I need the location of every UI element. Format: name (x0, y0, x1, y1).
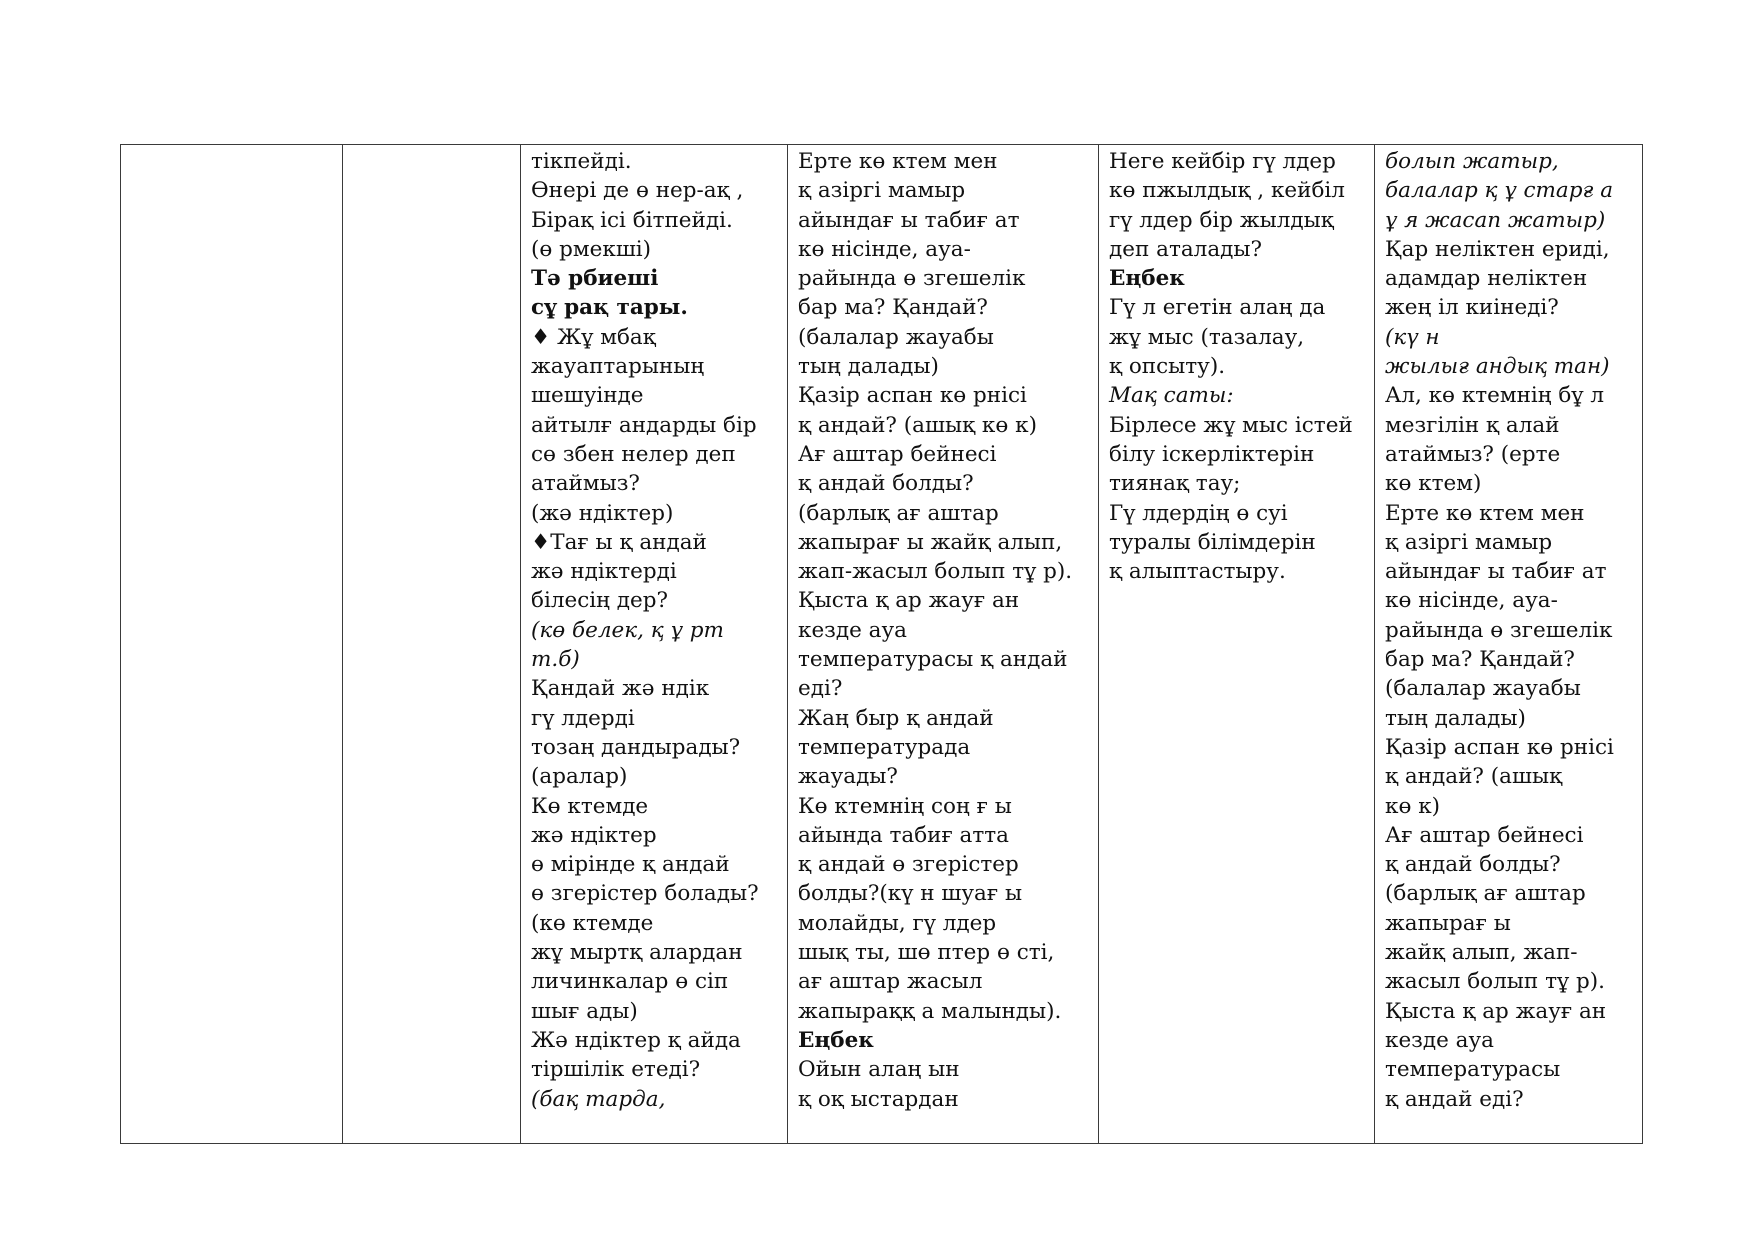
text-line: Қазір аспан кө рнісі (798, 383, 1027, 409)
text-line: Ағ аштар бейнесі (798, 441, 997, 467)
text-line: Жаң быр қ андай (798, 705, 994, 731)
text-line: (аралар) (531, 764, 628, 790)
text-line: (барлық ағ аштар (798, 500, 999, 526)
text-line: қ алыптастыру. (1109, 559, 1286, 585)
text-line: қ опсыту). (1109, 354, 1226, 380)
text-line: Қазір аспан кө рнісі (1385, 734, 1614, 760)
text-line: айтылғ андарды бір (531, 412, 757, 438)
text-line: тың далады) (798, 354, 939, 380)
text-line: кө к) (1385, 793, 1441, 819)
text-line: райында ө згешелік (798, 266, 1026, 292)
text-line: жапырағ ы (1385, 910, 1511, 936)
text-line: Кө ктемнің соң ғ ы (798, 793, 1012, 819)
text-line: Тә рбиеші (531, 266, 659, 292)
text-line: Қыста қ ар жауғ ан (798, 588, 1020, 614)
text-line: (бақ тарда, (531, 1086, 666, 1112)
text-line: қ оқ ыстардан (798, 1086, 959, 1112)
text-line: бар ма? Қандай? (798, 295, 988, 321)
text-line: гү лдерді (531, 705, 635, 731)
text-line: жұ мыс (тазалау, (1109, 324, 1305, 350)
text-line: айындағ ы табиғ ат (1385, 559, 1607, 585)
text-line: тың далады) (1385, 705, 1526, 731)
text-line: Қыста қ ар жауғ ан (1385, 998, 1607, 1024)
text-line: мезгілін қ алай (1385, 412, 1560, 438)
text-line: Ойын алаң ын (798, 1057, 960, 1083)
text-line: қ андай? (ашық (1385, 764, 1563, 790)
text-line: сө збен нелер деп (531, 441, 736, 467)
text-line: т.б) (531, 647, 580, 673)
text-line: Ал, кө ктемнің бұ л (1385, 383, 1605, 409)
table-cell-empty-2 (343, 145, 521, 1144)
text-line: атаймыз? (ерте (1385, 441, 1561, 467)
text-line: Өнері де ө нер-ақ , (531, 178, 744, 204)
text-line: сұ рақ тары. (531, 295, 688, 321)
text-line: жауады? (798, 764, 898, 790)
text-line: қ азіргі мамыр (798, 178, 966, 204)
text-line: Гү лдердің ө суі (1109, 500, 1288, 526)
text-line: Кө ктемде (531, 793, 649, 819)
text-line: жапыраққ а малынды). (798, 998, 1062, 1024)
text-line: температурасы қ андай (798, 647, 1068, 673)
text-line: ө мірінде қ андай (531, 852, 730, 878)
text-line: адамдар неліктен (1385, 266, 1588, 292)
text-line: жұ мыртқ алардан (531, 940, 743, 966)
text-line: Еңбек (798, 1027, 874, 1053)
text-line: еді? (798, 676, 843, 702)
text-line: деп аталады? (1109, 236, 1263, 262)
text-line: жасыл болып тұ р). (1385, 969, 1605, 995)
text-line: шешуінде (531, 383, 644, 409)
text-line: личинкалар ө сіп (531, 969, 729, 995)
text-line: шық ты, шө птер ө сті, (798, 940, 1055, 966)
text-line: балалар қ ұ старғ а (1385, 178, 1614, 204)
text-line: (кө ктемде (531, 910, 654, 936)
text-line: білу іскерліктерін (1109, 441, 1315, 467)
text-line: Бірлесе жұ мыс істей (1109, 412, 1353, 438)
table-cell-col5 (1099, 145, 1375, 1144)
lesson-plan-table (120, 144, 1643, 1144)
text-line: жап-жасыл болып тұ р). (798, 559, 1073, 585)
text-line: айындағ ы табиғ ат (798, 207, 1020, 233)
text-line: қ азіргі мамыр (1385, 529, 1553, 555)
text-line: райында ө згешелік (1385, 617, 1613, 643)
text-line: қ андай еді? (1385, 1086, 1524, 1112)
text-line: жайқ алып, жап- (1385, 940, 1578, 966)
text-line: Неге кейбір гү лдер (1109, 149, 1336, 174)
text-line: Жә ндіктер қ айда (531, 1027, 741, 1053)
text-line: (барлық ағ аштар (1385, 881, 1586, 907)
text-line: Қандай жә ндік (531, 676, 710, 702)
text-line: (ө рмекші) (531, 236, 652, 262)
text-line: молайды, гү лдер (798, 910, 997, 936)
text-line: кө нісінде, ауа- (798, 236, 971, 262)
table-cell-empty-1 (121, 145, 343, 1144)
text-line: (жә ндіктер) (531, 500, 674, 526)
text-line: ♦ Жұ мбақ (531, 324, 656, 350)
text-line: Ағ аштар бейнесі (1385, 822, 1584, 848)
text-line: кө ктем) (1385, 471, 1482, 497)
text-line: (балалар жауабы (1385, 676, 1581, 702)
text-line: тікпейді. (531, 149, 632, 174)
text-line: температурада (798, 734, 971, 760)
text-line: Бірақ ісі бітпейді. (531, 207, 733, 233)
text-line: жапырағ ы жайқ алып, (798, 529, 1063, 555)
text-line: қ андай болды? (1385, 852, 1561, 878)
text-line: жауаптарының (531, 354, 705, 380)
text-line: Гү л егетін алаң да (1109, 295, 1326, 321)
text-line: гү лдер бір жылдық (1109, 207, 1334, 233)
table-row (121, 145, 1643, 1144)
text-line: айында табиғ атта (798, 822, 1009, 848)
text-line: шығ ады) (531, 998, 638, 1024)
text-line: Ерте кө ктем мен (798, 149, 998, 174)
text-line: тозаң дандырады? (531, 734, 741, 760)
text-line: кезде ауа (1385, 1027, 1494, 1053)
text-line: Ерте кө ктем мен (1385, 500, 1585, 526)
text-line: Қар неліктен ериді, (1385, 236, 1610, 262)
text-line: қ андай болды? (798, 471, 974, 497)
text-line: жылығ андық тан) (1385, 354, 1610, 380)
text-line: тіршілік етеді? (531, 1057, 701, 1083)
text-line: қ андай ө згерістер (798, 852, 1019, 878)
text-line: туралы білімдерін (1109, 529, 1316, 555)
text-line: ұ я жасап жатыр) (1385, 207, 1606, 233)
table-cell-col6 (1375, 145, 1643, 1144)
text-line: кө нісінде, ауа- (1385, 588, 1558, 614)
text-line: болып жатыр, (1385, 149, 1559, 174)
text-line: ♦Тағ ы қ андай (531, 529, 707, 555)
text-line: кө пжылдық , кейбіл (1109, 178, 1345, 204)
text-line: (кү н (1385, 324, 1440, 350)
table-cell-col3 (521, 145, 788, 1144)
text-line: жең іл киінеді? (1385, 295, 1559, 321)
text-line: Еңбек (1109, 266, 1185, 292)
text-line: жә ндіктерді (531, 559, 677, 585)
text-line: (балалар жауабы (798, 324, 994, 350)
text-line: кезде ауа (798, 617, 907, 643)
text-line: білесің дер? (531, 588, 668, 614)
text-line: Мақ саты: (1109, 383, 1234, 409)
text-line: жә ндіктер (531, 822, 657, 848)
text-line: болды?(кү н шуағ ы (798, 881, 1023, 907)
table-cell-col4 (788, 145, 1099, 1144)
text-line: атаймыз? (531, 471, 640, 497)
text-line: тиянақ тау; (1109, 471, 1241, 497)
text-line: (кө белек, қ ұ рт (531, 617, 724, 643)
text-line: қ андай? (ашық кө к) (798, 412, 1037, 438)
text-line: бар ма? Қандай? (1385, 647, 1575, 673)
text-line: ағ аштар жасыл (798, 969, 983, 995)
text-line: температурасы (1385, 1057, 1561, 1083)
text-line: ө згерістер болады? (531, 881, 759, 907)
